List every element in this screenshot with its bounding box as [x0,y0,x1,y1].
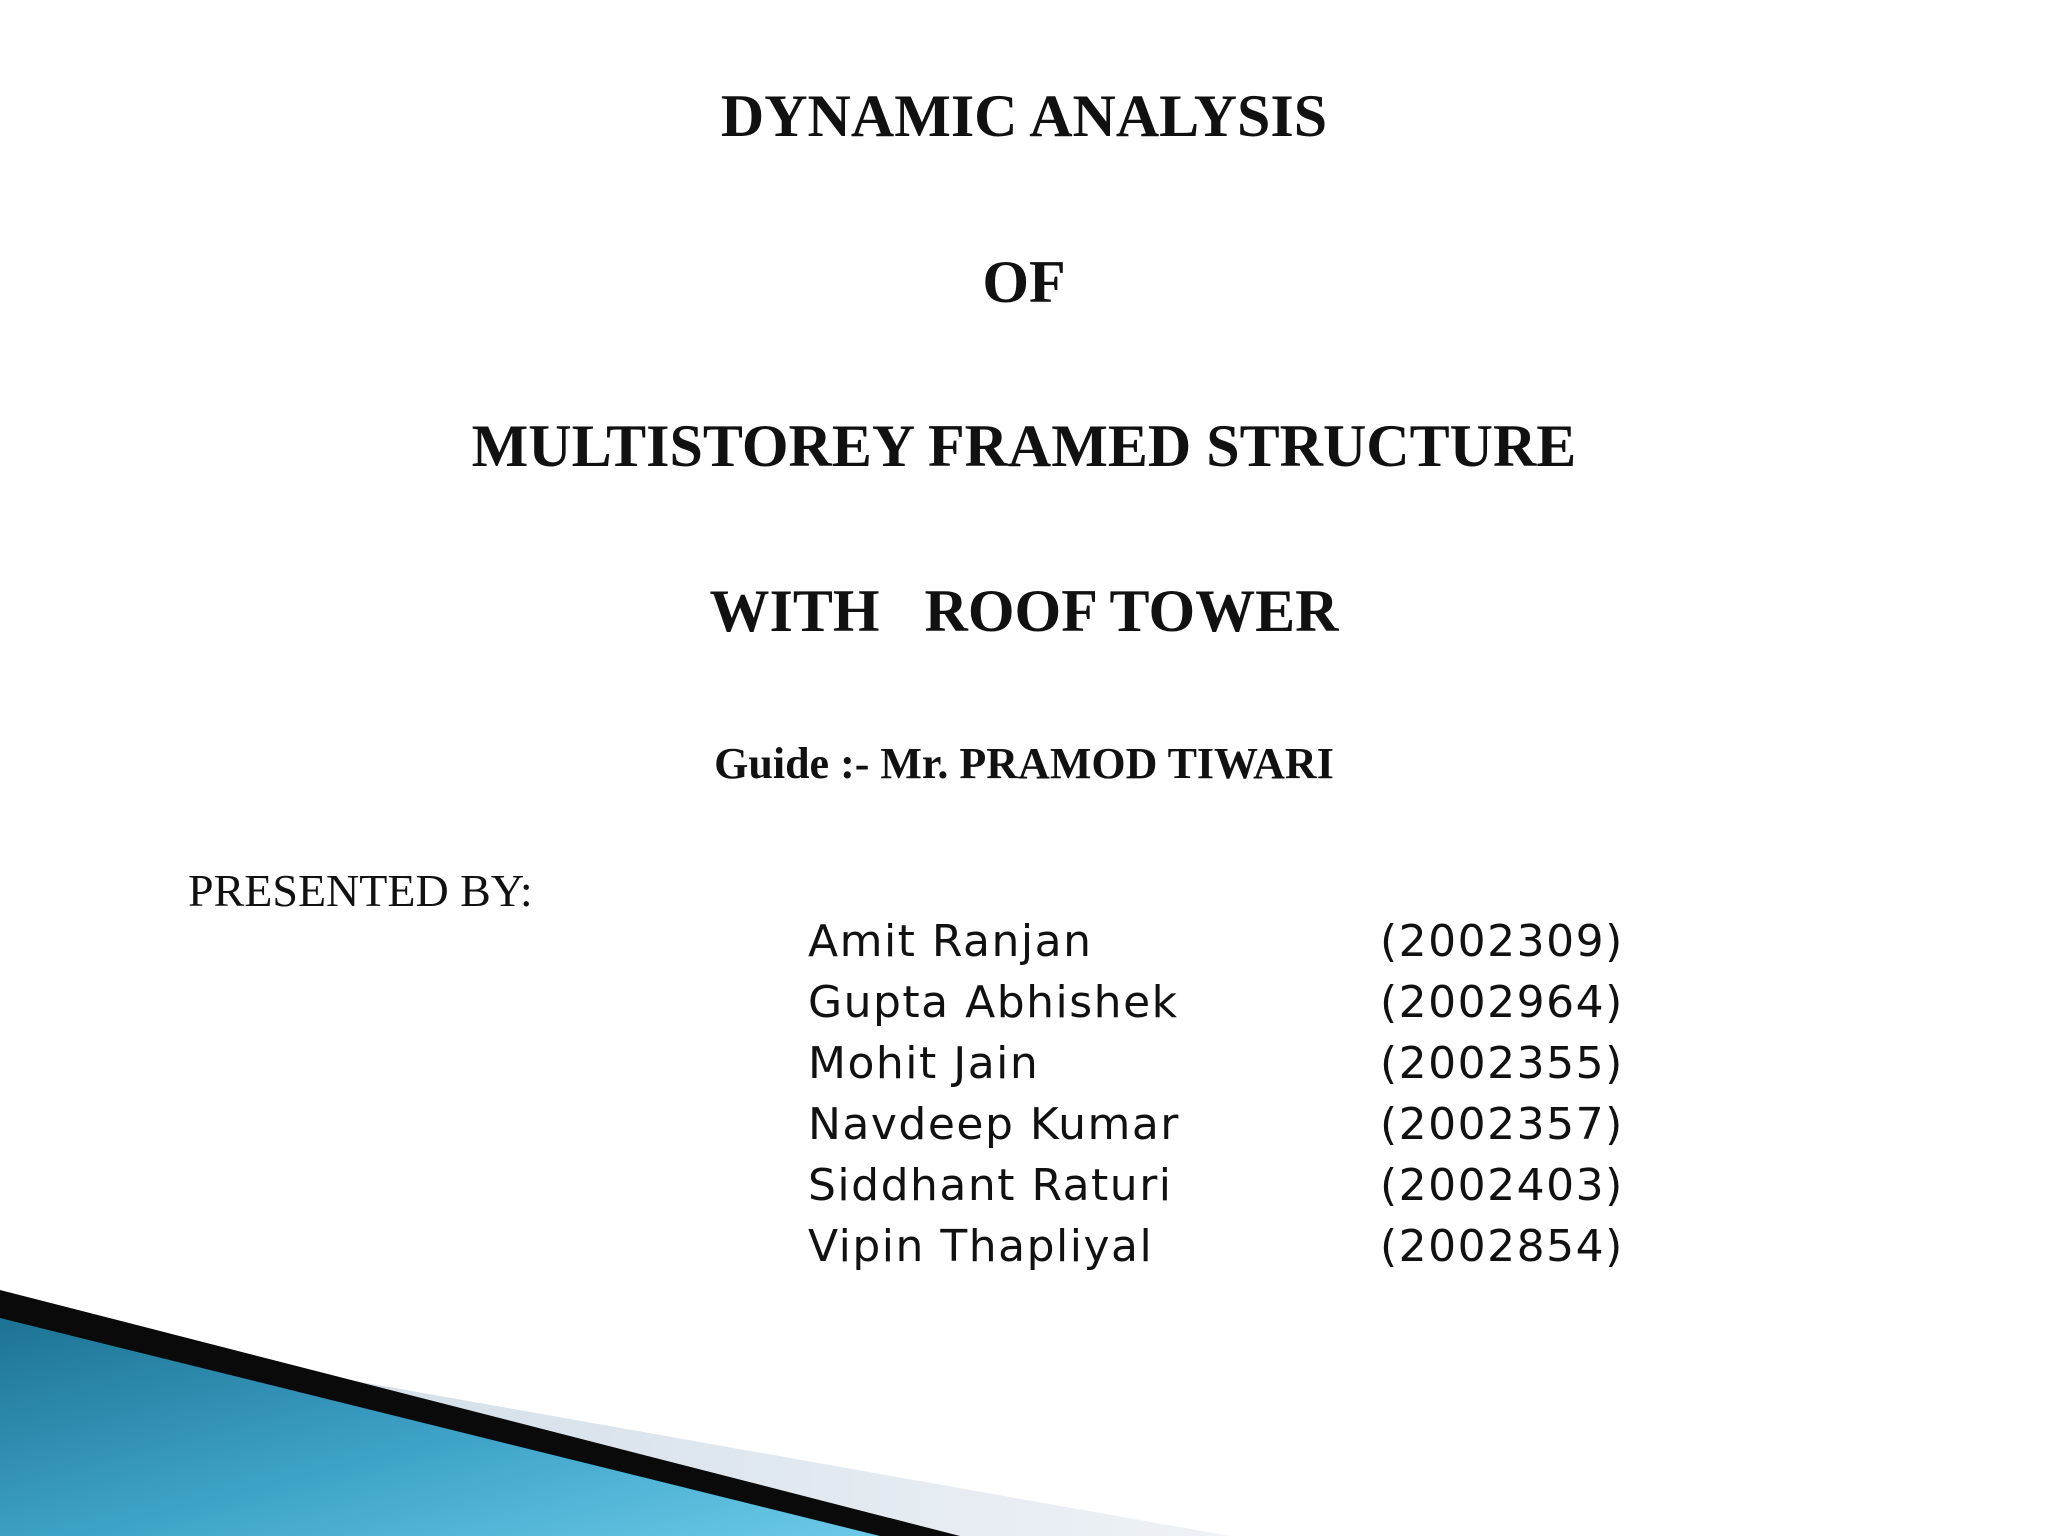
member-id: (2002403) [1380,1160,1624,1211]
member-id: (2002309) [1380,916,1624,967]
member-row [0,1099,2048,1159]
title-line-3: MULTISTOREY FRAMED STRUCTURE [471,413,1577,479]
member-name: Navdeep Kumar [808,1099,1180,1150]
member-name: Gupta Abhishek [808,977,1179,1028]
member-name: Amit Ranjan [808,916,1093,967]
member-id: (2002964) [1380,977,1624,1028]
member-row [0,1221,2048,1281]
guide-line: Guide :- Mr. PRAMOD TIWARI [714,739,1334,788]
member-row [0,977,2048,1037]
member-name: Siddhant Raturi [808,1160,1173,1211]
member-id: (2002357) [1380,1099,1624,1150]
member-row [0,1038,2048,1098]
title-line-2: OF [982,249,1066,315]
member-name: Mohit Jain [808,1038,1040,1089]
presented-by-label: PRESENTED BY: [188,865,533,916]
member-name: Vipin Thapliyal [808,1221,1154,1272]
member-id: (2002355) [1380,1038,1624,1089]
member-row [0,1160,2048,1220]
member-id: (2002854) [1380,1221,1624,1272]
title-line-1: DYNAMIC ANALYSIS [720,83,1328,149]
title-line-4: WITH ROOF TOWER [709,578,1339,644]
member-row [0,916,2048,976]
